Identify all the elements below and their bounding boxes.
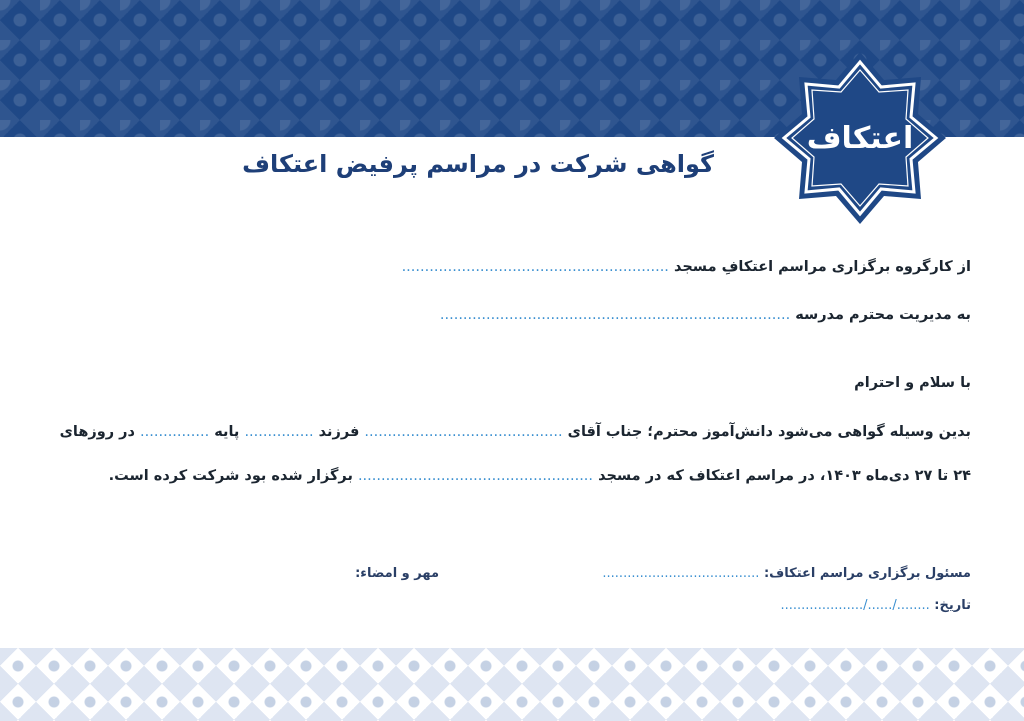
official-line <box>602 566 971 581</box>
official-label: مسئول برگزاری مراسم اعتکاف: <box>763 566 971 581</box>
body1-text-d: در روزهای <box>59 424 135 440</box>
body2-text-a: ۲۴ تا ۲۷ دی‌ماه ۱۴۰۳، در مراسم اعتکاف که در مسجد <box>598 468 971 484</box>
date-line <box>781 598 972 613</box>
mosque-name-blank: .......................................................... <box>401 259 669 275</box>
to-line <box>440 307 971 323</box>
itikaf-logo-emblem <box>774 52 946 224</box>
seal-label: مهر و امضاء: <box>355 566 439 581</box>
grade-blank: ............... <box>140 424 210 440</box>
logo-text: اعتکاف <box>806 121 914 156</box>
footer-pattern-band <box>0 648 1024 721</box>
body-line-2 <box>109 468 971 484</box>
date-label: تاریخ: <box>934 598 971 613</box>
body1-text-c: پایه <box>214 424 240 440</box>
greeting-line <box>854 375 971 391</box>
school-name-blank: ............................................................................ <box>439 307 791 323</box>
to-label: به مدیریت محترم مدرسه <box>795 307 971 323</box>
official-name-blank: ...................................... <box>602 566 760 581</box>
greeting-text: با سلام و احترام <box>854 375 971 391</box>
body1-text-a: بدین وسیله گواهی می‌شود دانش‌آموز محترم؛ جناب آقای <box>567 424 971 440</box>
father-name-blank: ............... <box>244 424 314 440</box>
body-line-1 <box>60 424 971 440</box>
page-title: گواهی شرکت در مراسم پرفیض اعتکاف <box>242 150 714 178</box>
seal-line <box>355 566 439 581</box>
date-blank: ......../....../.................... <box>780 598 930 613</box>
student-name-blank: ........................................... <box>364 424 563 440</box>
from-line <box>402 259 971 275</box>
body1-text-b: فرزند <box>318 424 360 440</box>
mosque-blank: ................................................... <box>357 468 594 484</box>
body2-text-b: برگزار شده بود شرکت کرده است. <box>108 468 353 484</box>
from-label: از کارگروه برگزاری مراسم اعتکافِ مسجد <box>673 259 971 275</box>
